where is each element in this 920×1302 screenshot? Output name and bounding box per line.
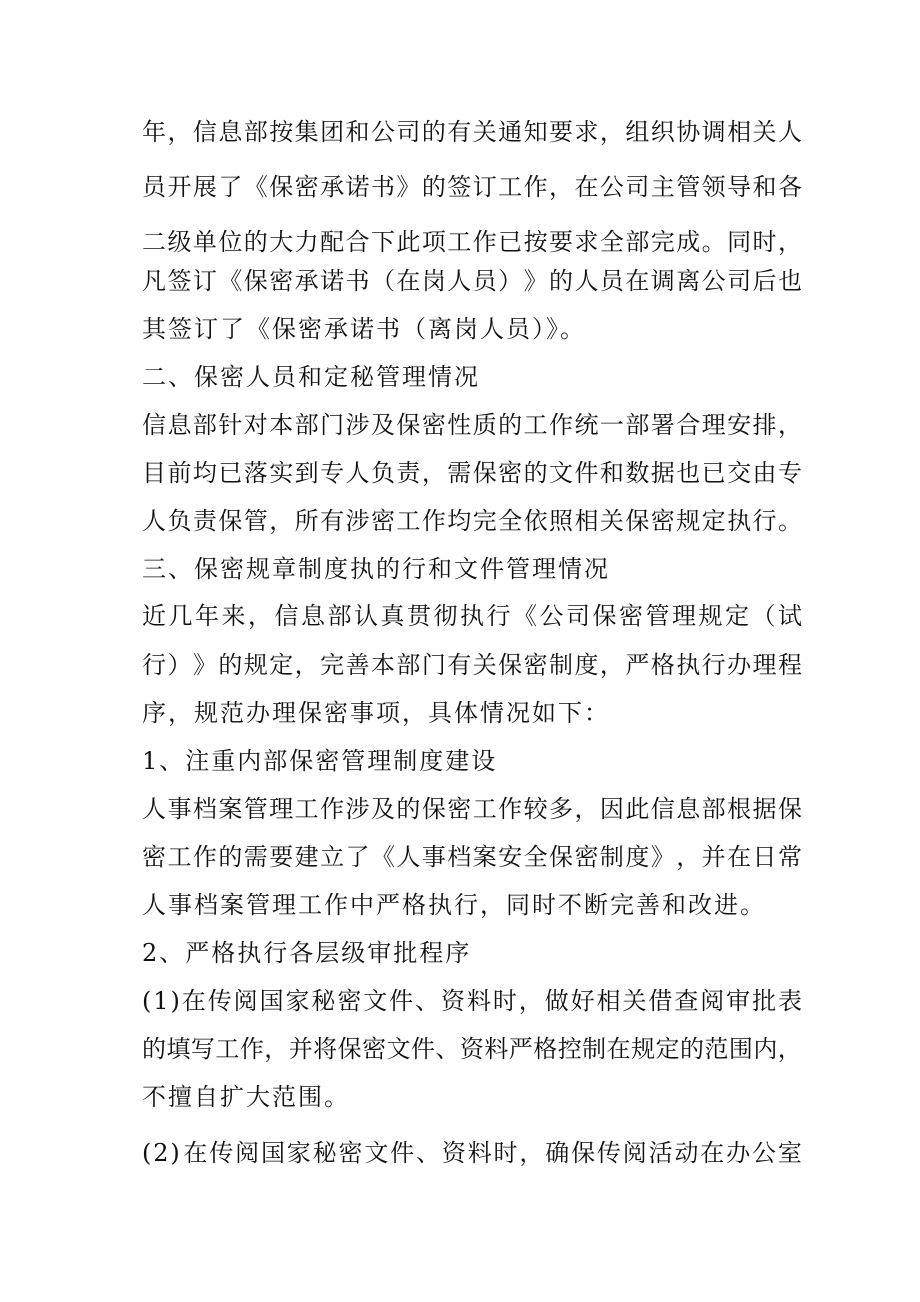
- text-line: 信 息 部 针 对 本 部 门 涉 及 保 密 性 质 的 工 作 统 一 部 署 合 理 安 排 ，: [142, 411, 802, 439]
- text-line: 目 前 均 已 落 实 到 专 人 负 责 ， 需 保 密 的 文 件 和 数 据 也 已 交 由 专: [142, 459, 802, 487]
- section-heading: 三、保密规章制度执的行和文件管理情况: [142, 555, 610, 583]
- text-line: 行 ） 》 的 规 定 ， 完 善 本 部 门 有 关 保 密 制 度 ， 严 格 执 行 办 理 程: [142, 651, 802, 679]
- text-line: 的 填 写 工 作 ， 并 将 保 密 文 件 、 资 料 严 格 控 制 在 规 定 的 范 围 内 ，: [142, 1035, 802, 1063]
- text-line: 不擅自扩大范围。: [142, 1083, 350, 1111]
- text-line: ( 2 ) 在 传 阅 国 家 秘 密 文 件 、 资 料 时 ， 确 保 传 阅 活 动 在 办 公 室: [142, 1139, 802, 1167]
- section-heading: 二、保密人员和定秘管理情况: [142, 363, 480, 391]
- text-line: 近 几 年 来 ， 信 息 部 认 真 贯 彻 执 行 《 公 司 保 密 管 理 规 定 （ 试: [142, 602, 802, 630]
- text-line: 人事档案管理工作中严格执行，同时不断完善和改进。: [142, 891, 766, 919]
- text-line: 其签订了《保密承诺书（离岗人员）》。: [142, 315, 586, 343]
- subsection-heading: 1、注重内部保密管理制度建设: [142, 747, 498, 775]
- subsection-heading: 2、严格执行各层级审批程序: [142, 939, 472, 967]
- text-line: 密 工 作 的 需 要 建 立 了 《 人 事 档 案 安 全 保 密 制 度 》 ， 并 在 日 常: [142, 843, 802, 871]
- text-line: 年 ， 信 息 部 按 集 团 和 公 司 的 有 关 通 知 要 求 ， 组 织 协 调 相 关 人: [142, 118, 802, 146]
- text-line: 二 级 单 位 的 大 力 配 合 下 此 项 工 作 已 按 要 求 全 部 完 成 。 同 时 ，: [142, 228, 802, 256]
- text-line: 人 负 责 保 管 ， 所 有 涉 密 工 作 均 完 全 依 照 相 关 保 密 规 定 执 行 。: [142, 507, 802, 535]
- text-line: 序，规范办理保密事项，具体情况如下：: [142, 699, 610, 727]
- text-line: 凡 签 订 《 保 密 承 诺 书 （ 在 岗 人 员 ） 》 的 人 员 在 调 离 公 司 后 也: [142, 267, 802, 295]
- text-line: 人 事 档 案 管 理 工 作 涉 及 的 保 密 工 作 较 多 ， 因 此 信 息 部 根 据 保: [142, 795, 802, 823]
- text-line: 员 开 展 了 《 保 密 承 诺 书 》 的 签 订 工 作 ， 在 公 司 主 管 领 导 和 各: [142, 173, 802, 201]
- text-line: ( 1 ) 在 传 阅 国 家 秘 密 文 件 、 资 料 时 ， 做 好 相 关 借 查 阅 审 批 表: [142, 987, 802, 1015]
